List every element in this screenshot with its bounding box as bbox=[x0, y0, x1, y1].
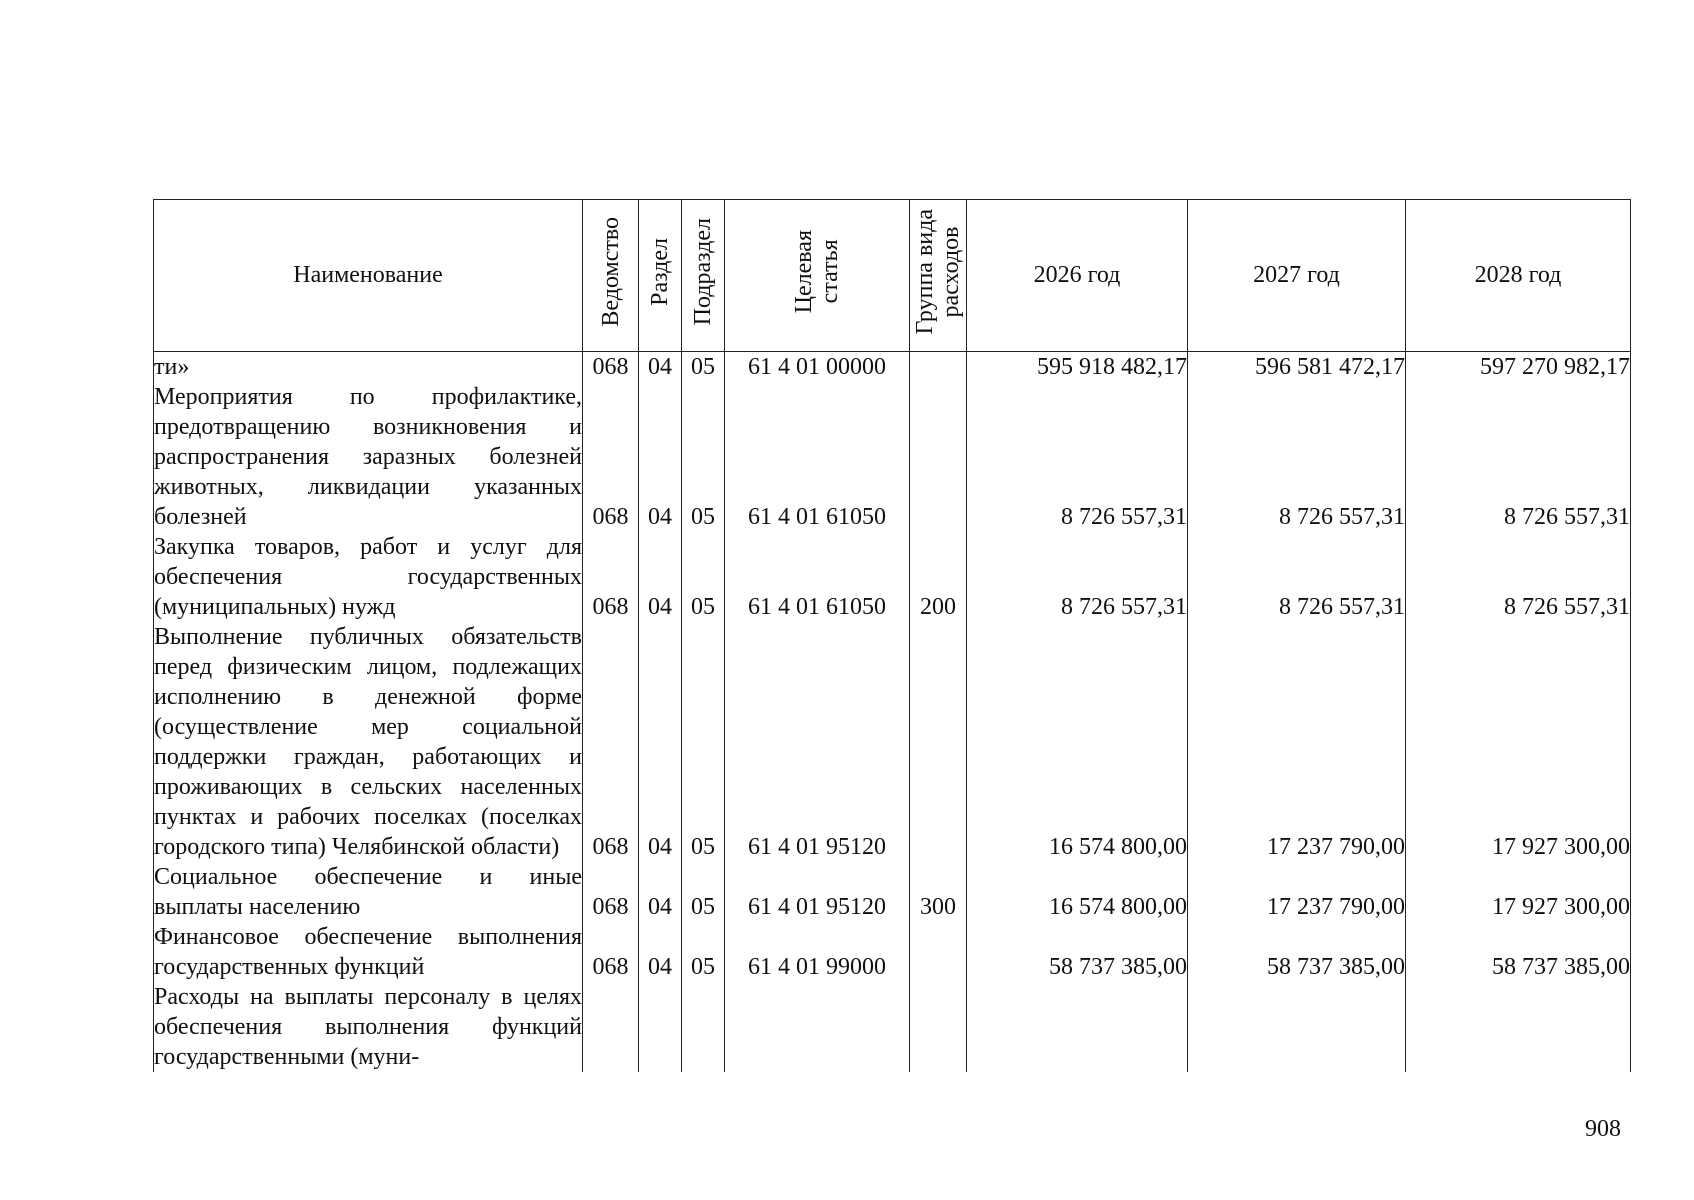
header-year-2027: 2027 год bbox=[1188, 200, 1406, 352]
row-celevaya: 61 4 01 95120 bbox=[725, 622, 910, 862]
header-gruppa-line1: Группа вида bbox=[912, 209, 938, 335]
row-amount-2028: 17 927 300,00 bbox=[1406, 862, 1631, 922]
row-name: ти» bbox=[154, 352, 583, 383]
row-amount-2028: 17 927 300,00 bbox=[1406, 622, 1631, 862]
table-row bbox=[154, 862, 1631, 922]
table-header-row bbox=[154, 200, 1631, 352]
table-row bbox=[154, 352, 1631, 383]
row-amount-2026: 595 918 482,17 bbox=[967, 352, 1188, 383]
row-vedomstvo: 068 bbox=[583, 382, 639, 532]
header-celevaya-line2: статья bbox=[817, 240, 843, 304]
row-podrazdel: 05 bbox=[682, 922, 725, 982]
row-gruppa bbox=[910, 352, 967, 383]
row-name: Мероприятия по профилактике, предотвращению возникновения и распространения заразных болезней животных, ликвидации указанных болезней bbox=[154, 384, 582, 530]
table-row bbox=[154, 982, 1631, 1072]
row-amount-2027: 17 237 790,00 bbox=[1188, 622, 1406, 862]
table-row bbox=[154, 382, 1631, 532]
row-name: Финансовое обеспечение выполнения государственных функций bbox=[154, 924, 582, 980]
row-amount-2027: 596 581 472,17 bbox=[1188, 352, 1406, 383]
header-gruppa-line2: расходов bbox=[938, 226, 964, 318]
row-amount-2026 bbox=[967, 982, 1188, 1072]
row-amount-2026: 8 726 557,31 bbox=[967, 382, 1188, 532]
row-podrazdel: 05 bbox=[682, 622, 725, 862]
row-razdel: 04 bbox=[639, 622, 682, 862]
row-name: Выполнение публичных обязательств перед физическим лицом, подлежащих исполнению в денежной форме (осуществление мер социальной поддержки граждан, работающих и проживающих в сельских населенных пунктах и рабочих поселках (поселках городского типа) Челябинской области) bbox=[154, 624, 582, 860]
table-row bbox=[154, 922, 1631, 982]
header-gruppa-vida bbox=[910, 200, 967, 352]
header-vedomstvo-label: Ведомство bbox=[597, 217, 624, 327]
row-razdel: 04 bbox=[639, 532, 682, 622]
row-celevaya bbox=[725, 982, 910, 1072]
row-celevaya: 61 4 01 61050 bbox=[725, 382, 910, 532]
header-celevaya-statya bbox=[725, 200, 910, 352]
row-amount-2026: 16 574 800,00 bbox=[967, 862, 1188, 922]
header-year-2026: 2026 год bbox=[967, 200, 1188, 352]
row-gruppa bbox=[910, 382, 967, 532]
row-podrazdel: 05 bbox=[682, 532, 725, 622]
row-amount-2028: 597 270 982,17 bbox=[1406, 352, 1631, 383]
header-razdel bbox=[639, 200, 682, 352]
row-amount-2028 bbox=[1406, 982, 1631, 1072]
header-year-2028: 2028 год bbox=[1406, 200, 1631, 352]
row-vedomstvo: 068 bbox=[583, 532, 639, 622]
row-amount-2028: 58 737 385,00 bbox=[1406, 922, 1631, 982]
header-podrazdel-label: Подраздел bbox=[690, 218, 716, 326]
header-celevaya-label bbox=[791, 230, 843, 313]
row-podrazdel: 05 bbox=[682, 382, 725, 532]
row-name: Расходы на выплаты персоналу в целях обеспечения выполнения функций государственными (муни- bbox=[154, 984, 582, 1070]
row-podrazdel bbox=[682, 982, 725, 1072]
table-row bbox=[154, 532, 1631, 622]
header-gruppa-label bbox=[912, 209, 964, 334]
row-gruppa bbox=[910, 982, 967, 1072]
row-amount-2027: 17 237 790,00 bbox=[1188, 862, 1406, 922]
row-celevaya: 61 4 01 99000 bbox=[725, 922, 910, 982]
row-razdel: 04 bbox=[639, 352, 682, 383]
budget-table bbox=[153, 199, 1631, 1072]
row-gruppa bbox=[910, 622, 967, 862]
row-vedomstvo: 068 bbox=[583, 862, 639, 922]
row-celevaya: 61 4 01 00000 bbox=[725, 352, 910, 383]
row-amount-2027: 58 737 385,00 bbox=[1188, 922, 1406, 982]
table-row bbox=[154, 622, 1631, 862]
row-name: Социальное обеспечение и иные выплаты населению bbox=[154, 864, 582, 920]
row-vedomstvo: 068 bbox=[583, 922, 639, 982]
row-amount-2027 bbox=[1188, 982, 1406, 1072]
row-gruppa: 300 bbox=[910, 862, 967, 922]
row-amount-2026: 8 726 557,31 bbox=[967, 532, 1188, 622]
header-podrazdel bbox=[682, 200, 725, 352]
page-number: 908 bbox=[1585, 1116, 1621, 1142]
row-razdel bbox=[639, 982, 682, 1072]
header-razdel-label: Раздел bbox=[647, 238, 673, 306]
row-amount-2028: 8 726 557,31 bbox=[1406, 532, 1631, 622]
row-amount-2027: 8 726 557,31 bbox=[1188, 382, 1406, 532]
header-vedomstvo bbox=[583, 200, 639, 352]
row-razdel: 04 bbox=[639, 382, 682, 532]
row-podrazdel: 05 bbox=[682, 352, 725, 383]
header-name: Наименование bbox=[154, 200, 583, 352]
row-amount-2028: 8 726 557,31 bbox=[1406, 382, 1631, 532]
row-vedomstvo: 068 bbox=[583, 622, 639, 862]
row-podrazdel: 05 bbox=[682, 862, 725, 922]
row-vedomstvo bbox=[583, 982, 639, 1072]
row-amount-2026: 16 574 800,00 bbox=[967, 622, 1188, 862]
row-amount-2027: 8 726 557,31 bbox=[1188, 532, 1406, 622]
row-gruppa: 200 bbox=[910, 532, 967, 622]
row-gruppa bbox=[910, 922, 967, 982]
row-celevaya: 61 4 01 95120 bbox=[725, 862, 910, 922]
header-celevaya-line1: Целевая bbox=[791, 230, 817, 314]
row-amount-2026: 58 737 385,00 bbox=[967, 922, 1188, 982]
row-razdel: 04 bbox=[639, 922, 682, 982]
row-name: Закупка товаров, работ и услуг для обеспечения государственных (муниципальных) нужд bbox=[154, 534, 582, 620]
row-vedomstvo: 068 bbox=[583, 352, 639, 383]
row-razdel: 04 bbox=[639, 862, 682, 922]
row-celevaya: 61 4 01 61050 bbox=[725, 532, 910, 622]
